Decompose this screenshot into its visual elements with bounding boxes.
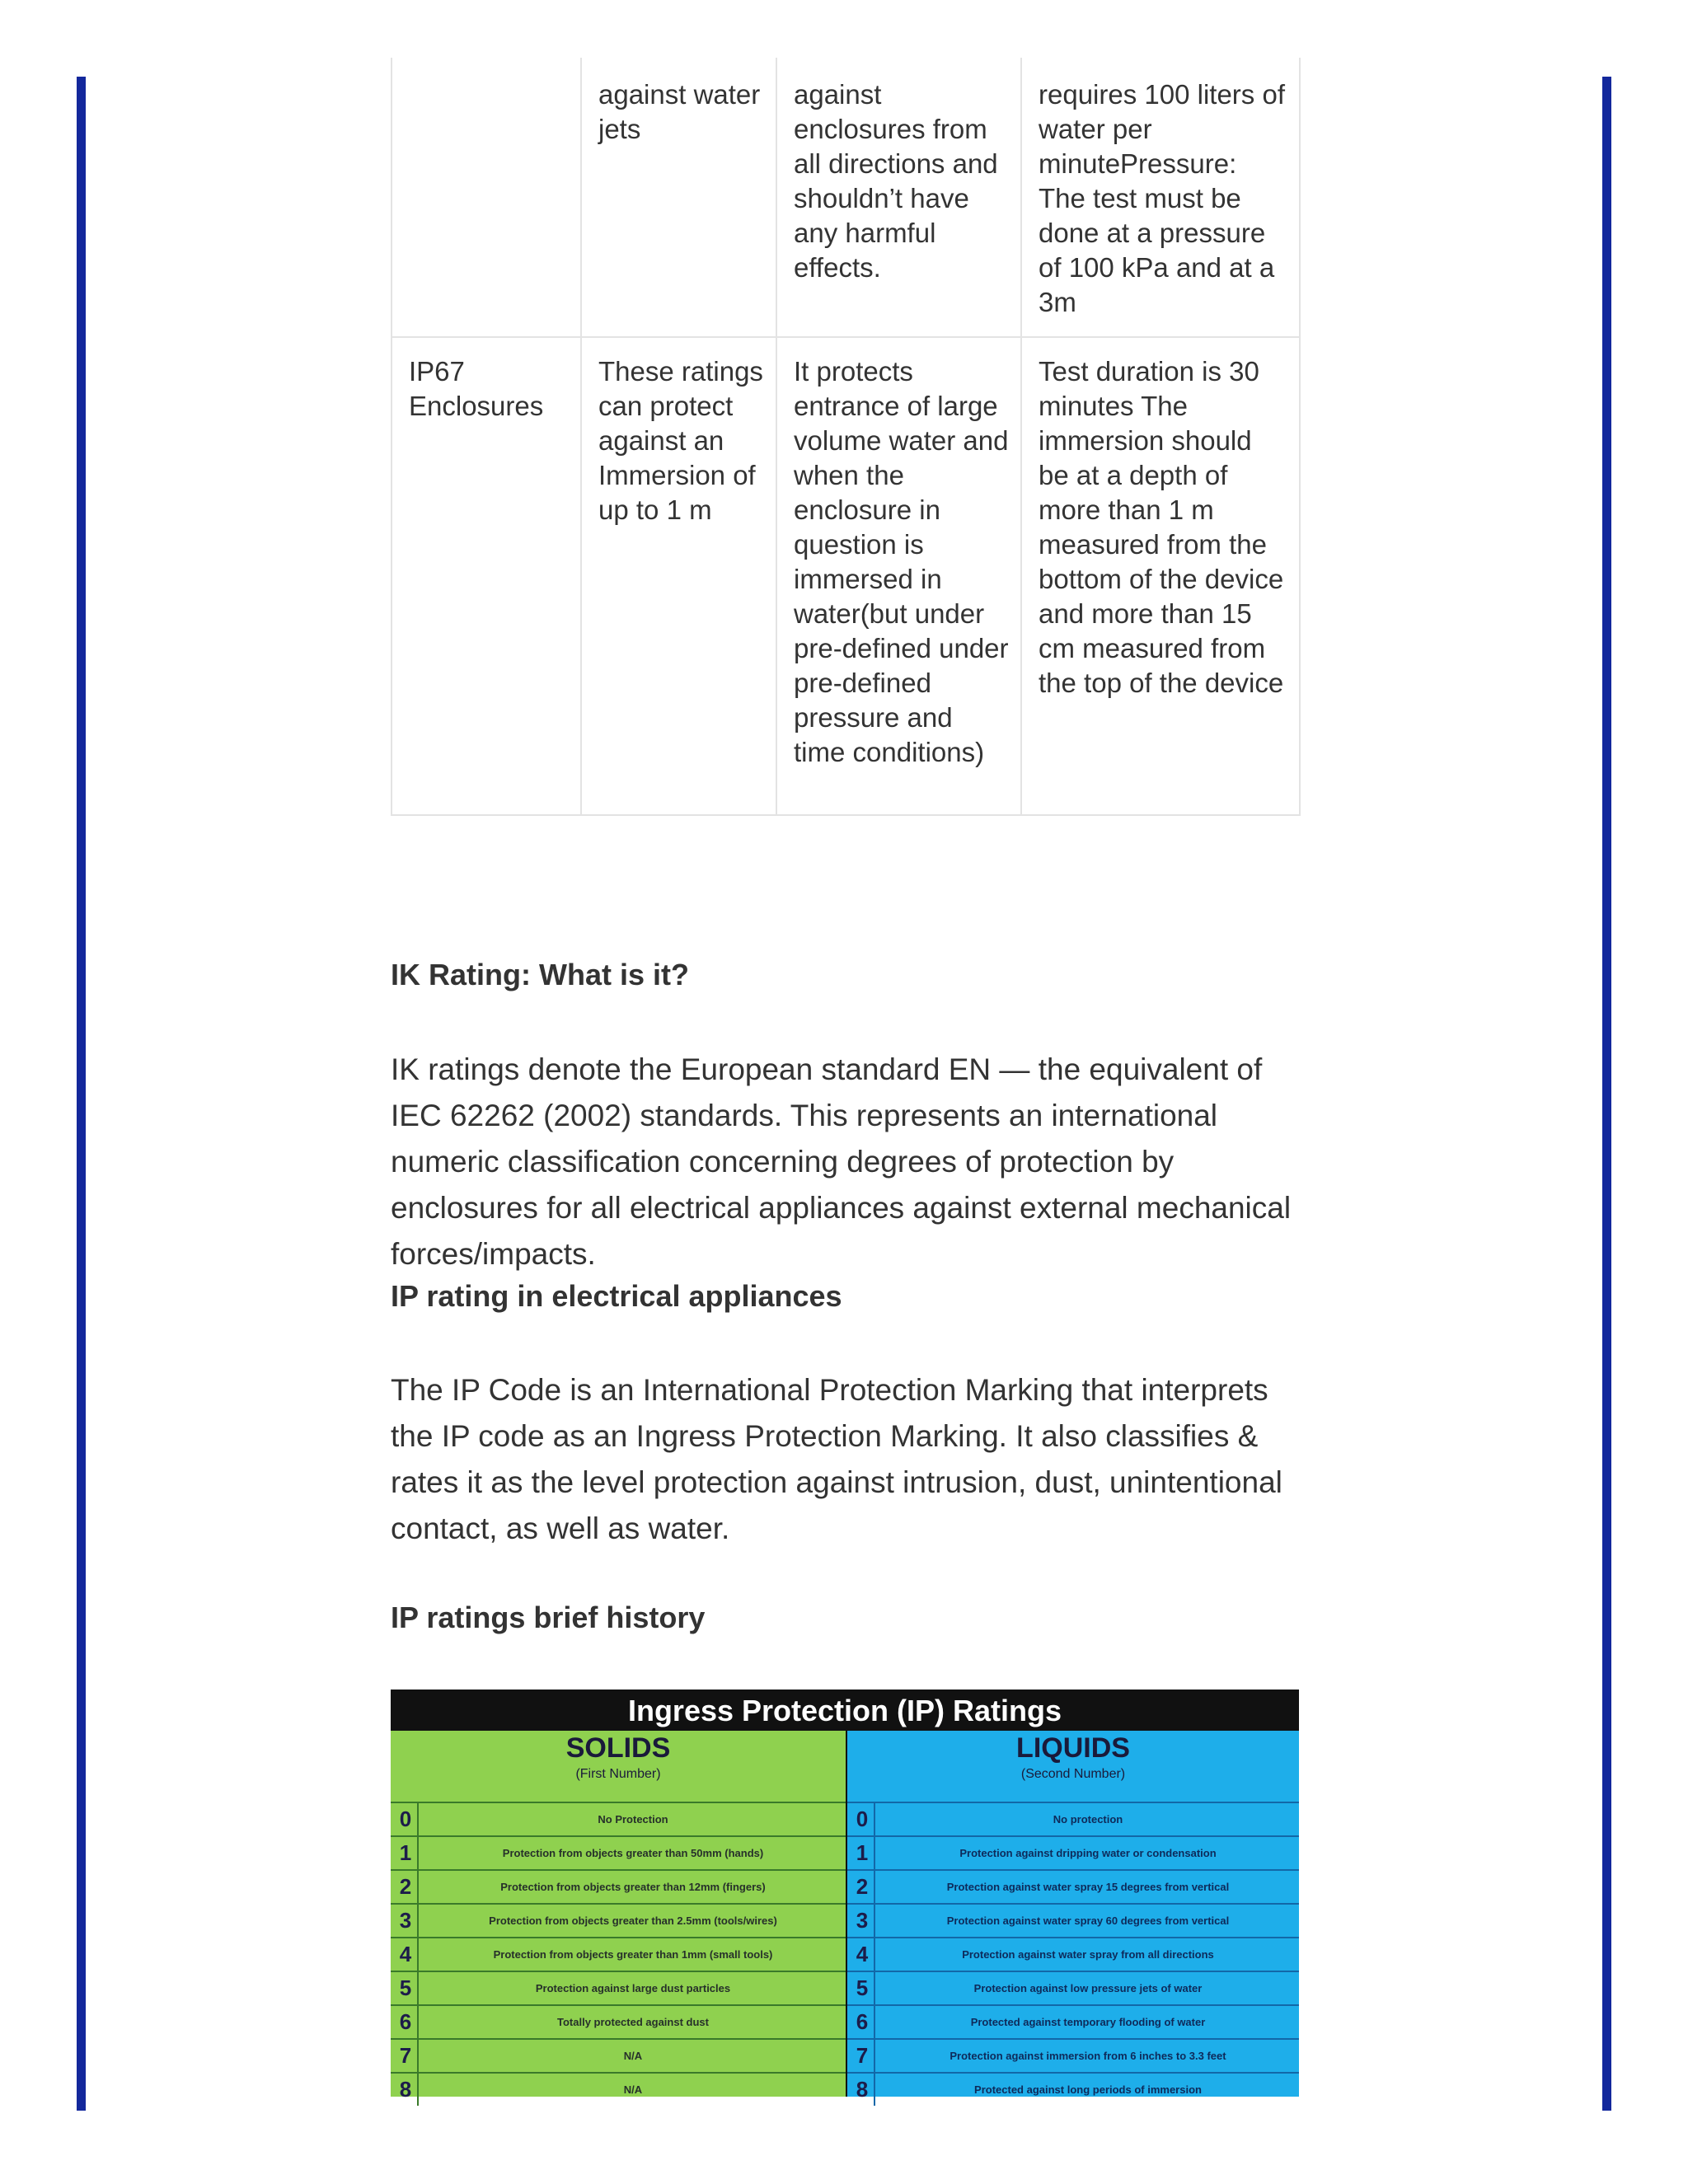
liquids-rating-description: Protection against dripping water or condensation — [959, 1847, 1217, 1859]
table-cell-name: IP67 Enclosures — [392, 337, 581, 815]
liquids-rating-number: 6 — [851, 2006, 875, 2038]
liquids-rating-description: Protection against water spray 60 degrees from vertical — [946, 1915, 1230, 1927]
liquids-rating-number: 5 — [851, 1972, 875, 2004]
ik-rating-heading: IK Rating: What is it? — [391, 958, 689, 991]
liquids-rating-number: 3 — [851, 1905, 875, 1937]
liquids-rating-description: Protected against long periods of immersion — [974, 2083, 1202, 2096]
solids-rating-number: 0 — [394, 1803, 419, 1835]
right-accent-bar — [1602, 77, 1611, 2111]
liquids-subheading: (Second Number) — [1020, 1767, 1126, 1781]
ik-rating-paragraph: IK ratings denote the European standard EN — the equivalent of IEC 62262 (2002) standards. This represents an international numeric classification concerning degrees of protection by enclosures for all electrical appliances against external mechanical forces/impacts. — [391, 1052, 1292, 1271]
liquids-rating-row — [847, 2004, 1299, 2038]
solids-subheading: (First Number) — [575, 1767, 661, 1781]
solids-rating-row — [391, 2072, 846, 2106]
solids-rating-description: Protection from objects greater than 12mm (fingers) — [500, 1881, 766, 1893]
table-cell-name — [392, 58, 581, 337]
table-cell-test: Test duration is 30 minutes The immersion should be at a depth of more than 1 m measured from the bottom of the device and more than 15 cm measured from the top of the device — [1021, 337, 1300, 815]
liquids-rating-row — [847, 2038, 1299, 2072]
solids-rating-row — [391, 1903, 846, 1937]
ip-rating-heading: IP rating in electrical appliances — [391, 1279, 842, 1313]
liquids-column — [847, 1731, 1299, 2102]
liquids-rating-description: Protection against water spray from all directions — [962, 1948, 1214, 1961]
liquids-rating-row — [847, 1937, 1299, 1971]
table-row — [392, 337, 1300, 815]
liquids-rating-row — [847, 1802, 1299, 1835]
liquids-rating-number: 8 — [851, 2074, 875, 2106]
liquids-rating-description: Protected against temporary flooding of water — [970, 2016, 1206, 2028]
ip-ratings-chart-image — [391, 1690, 1299, 2102]
solids-rating-description: N/A — [623, 2083, 643, 2096]
solids-rating-description: Protection from objects greater than 1mm (small tools) — [493, 1948, 773, 1961]
liquids-rating-description: Protection against immersion from 6 inches to 3.3 feet — [950, 2050, 1226, 2062]
liquids-rating-row — [847, 2072, 1299, 2106]
solids-rating-row — [391, 1869, 846, 1903]
solids-rating-number: 1 — [394, 1837, 419, 1869]
solids-rating-row — [391, 1937, 846, 1971]
liquids-rating-number: 2 — [851, 1871, 875, 1903]
liquids-rating-row — [847, 1903, 1299, 1937]
liquids-rating-number: 0 — [851, 1803, 875, 1835]
solids-rating-number: 2 — [394, 1871, 419, 1903]
solids-rating-row — [391, 1802, 846, 1835]
solids-rating-description: Protection from objects greater than 2.5mm (tools/wires) — [489, 1915, 777, 1927]
solids-rating-number: 4 — [394, 1938, 419, 1971]
solids-column — [391, 1731, 846, 2102]
solids-rating-number: 7 — [394, 2040, 419, 2072]
table-cell-description: It protects entrance of large volume water and when the enclosure in question is immersed in water(but under pre-defined under pre-defined pressure and time conditions) — [776, 337, 1021, 815]
solids-rating-description: Protection from objects greater than 50mm (hands) — [502, 1847, 764, 1859]
liquids-rating-row — [847, 1835, 1299, 1869]
solids-heading: SOLIDS — [565, 1732, 671, 1764]
solids-rating-row — [391, 1971, 846, 2004]
table-cell-protection: against water jets — [581, 58, 776, 337]
solids-rating-row — [391, 2038, 846, 2072]
ip-history-heading: IP ratings brief history — [391, 1601, 706, 1634]
liquids-rating-row — [847, 1971, 1299, 2004]
liquids-rating-row — [847, 1869, 1299, 1903]
liquids-rating-description: No protection — [1053, 1813, 1123, 1825]
ip-chart-title: Ingress Protection (IP) Ratings — [627, 1694, 1062, 1727]
solids-rating-description: N/A — [623, 2050, 643, 2062]
liquids-heading: LIQUIDS — [1016, 1732, 1130, 1764]
left-accent-bar — [77, 77, 86, 2111]
solids-rating-row — [391, 2004, 846, 2038]
liquids-rating-number: 1 — [851, 1837, 875, 1869]
table-cell-test: requires 100 liters of water per minutePressure: The test must be done at a pressure of 100 kPa and at a 3m — [1021, 58, 1300, 337]
solids-rating-description: Protection against large dust particles — [535, 1982, 731, 1994]
liquids-rating-number: 7 — [851, 2040, 875, 2072]
ip-rating-paragraph: The IP Code is an International Protection Marking that interprets the IP code as an Ingress Protection Marking. It also classifies & rates it as the level protection against intrusion, dust, unintentional contact, as well as water. — [391, 1373, 1282, 1545]
solids-rating-row — [391, 1835, 846, 1869]
solids-rating-description: No Protection — [598, 1813, 668, 1825]
liquids-rating-description: Protection against low pressure jets of water — [973, 1982, 1203, 1994]
solids-rating-description: Totally protected against dust — [557, 2016, 709, 2028]
liquids-rating-number: 4 — [851, 1938, 875, 1971]
ip-ratings-table — [391, 58, 1301, 816]
table-row — [392, 58, 1300, 337]
table-cell-description: against enclosures from all directions and shouldn’t have any harmful effects. — [776, 58, 1021, 337]
solids-rating-number: 5 — [394, 1972, 419, 2004]
table-cell-protection: These ratings can protect against an Immersion of up to 1 m — [581, 337, 776, 815]
solids-rating-number: 8 — [394, 2074, 419, 2106]
liquids-rating-description: Protection against water spray 15 degrees from vertical — [946, 1881, 1230, 1893]
solids-rating-number: 3 — [394, 1905, 419, 1937]
solids-rating-number: 6 — [394, 2006, 419, 2038]
